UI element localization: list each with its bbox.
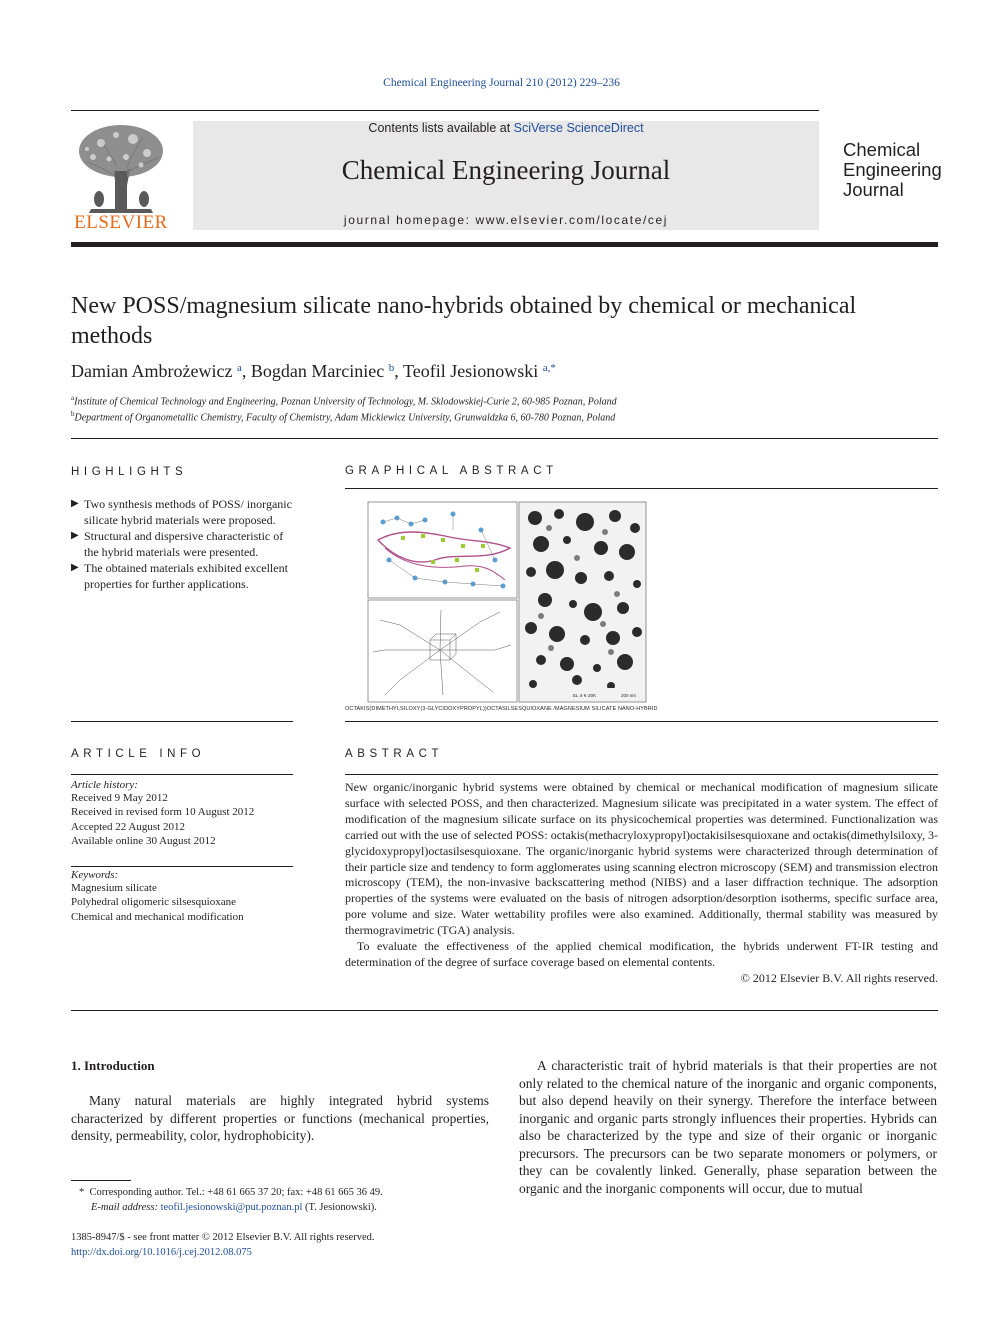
article-history: [71, 779, 293, 848]
author-affiliation-mark[interactable]: a,*: [542, 362, 556, 374]
header-rule: [71, 110, 819, 111]
graphical-abstract-heading: GRAPHICAL ABSTRACT: [345, 465, 558, 477]
email-label: E-mail address:: [91, 1201, 158, 1213]
highlights-bottom-rule: [71, 721, 293, 722]
triangle-bullet-icon: ▶: [71, 562, 79, 573]
contents-availability: [193, 121, 819, 135]
article-title: New POSS/magnesium silicate nano-hybrids obtained by chemical or mechanical methods: [71, 293, 857, 349]
corresponding-author-text: Corresponding author. Tel.: +48 61 665 37 20; fax: +48 61 665 36 49.: [89, 1187, 383, 1198]
keyword: Chemical and mechanical modification: [71, 910, 244, 923]
affiliation-mark: b: [71, 410, 75, 418]
tem-scale-right-label: 200 nm: [621, 693, 637, 698]
affiliation-mark: a: [71, 394, 75, 402]
highlight-item: [71, 560, 296, 592]
highlight-item: [71, 496, 296, 528]
journal-name: Chemical Engineering Journal: [341, 155, 671, 185]
journal-cover-logo: [843, 140, 943, 200]
header-thick-rule: [71, 242, 938, 247]
article-info-heading: ARTICLE INFO: [71, 748, 206, 760]
email-link[interactable]: teofil.jesionowski@put.poznan.pl: [160, 1201, 303, 1213]
footnote-rule: [71, 1180, 131, 1181]
affiliation-text: Institute of Chemical Technology and Engineering, Poznan University of Technology, M. Sklodowskiej-Curie 2, 60-985 Poznan, Poland: [74, 396, 617, 408]
author-name: Damian Ambrożewicz: [71, 361, 233, 381]
introduction-heading: 1. Introduction: [71, 1058, 155, 1073]
highlight-text: Structural and dispersive characteristic of the hybrid materials were presented.: [84, 529, 284, 559]
section-divider: [71, 438, 938, 439]
article-info-rule: [71, 774, 293, 775]
journal-citation[interactable]: Chemical Engineering Journal 210 (2012) 229–236: [383, 77, 620, 89]
sciencedirect-link[interactable]: SciVerse ScienceDirect: [513, 121, 644, 135]
keywords-rule: [71, 866, 293, 867]
introduction-right-text: A characteristic trait of hybrid materials is that their properties are not only related to the chemical nature of the inorganic and organic components, but also depend heavily on their synergy. Therefore the interface between inorganic and organic parts strongly influences their properties. Hybrids can also be characterized by the type and size of their organic or inorganic precursors. The precursors can be two separate monomers or polymers, or they can be covalently linked. Generally, phase separation between the organic and the inorganic components will occur, due to mutual: [519, 1058, 937, 1196]
abstract-paragraph: To evaluate the effectiveness of the applied chemical modification, the hybrids underwent FT-IR testing and determination of the degree of surface coverage based on elemental contents.: [345, 939, 938, 969]
highlight-text: The obtained materials exhibited excellent properties for further applications.: [84, 561, 288, 591]
journal-logo-line: Engineering: [843, 159, 942, 180]
author-list: Damian Ambrożewicz $^a$, Bogdan Marciniec $^b$, Teofil Jesionowski $^{a,*}$: [71, 361, 556, 381]
author-name: Bogdan Marciniec: [250, 361, 385, 381]
highlights-list: [71, 496, 296, 592]
triangle-bullet-icon: ▶: [71, 498, 79, 509]
graphical-abstract-caption: OCTAKIS(DIMETHYLSILOXY(3-GLYCIDOXYPROPYL))OCTASILSESQUIOXANE /MAGNESIUM SILICATE NANO-HYBRID: [345, 706, 658, 712]
introduction-left-text: Many natural materials are highly integrated hybrid systems characterized by different properties or functions (mechanical properties, density, permeability, color, hydrophobicity).: [71, 1093, 489, 1143]
abstract-body: [345, 780, 938, 987]
history-entry: Available online 30 August 2012: [71, 834, 216, 847]
author-affiliation-mark[interactable]: a: [236, 362, 242, 374]
graphical-abstract-figure[interactable]: [345, 500, 647, 704]
abstract-heading: ABSTRACT: [345, 748, 444, 760]
keyword: Magnesium silicate: [71, 882, 157, 894]
highlights-heading: HIGHLIGHTS: [71, 466, 188, 478]
graphical-abstract-bottom-rule: [345, 721, 938, 722]
history-entry: Received in revised form 10 August 2012: [71, 806, 255, 819]
abstract-paragraph: New organic/inorganic hybrid systems were obtained by chemical or mechanical modification of magnesium silicate surface with selected POSS, and then characterized. Magnesium silicate was precipitated in a water system. The effect of modification of the magnesium silicate surface on its physicochemical properties was determined. Functionalization was carried out with the use of selected POSS: octakis(methacryloxypropyl)octakisilsesquioxane and octakis(dimethylsiloxy, 3-glycidoxypropyl)octasilsesquioxane. The organic/inorganic hybrid systems were characterized through determination of their particle size and tendency to form agglomerates using scanning electron microscopy (SEM) and transmission electron microscopy (TEM), the non-invasive backscattering method (NIBS) and a laser diffraction technique. The adsorption properties of the systems were evaluated on the basis of nitrogen adsorption/desorption isotherms, specific surface area, pore volume and size. Water wettability profiles were also examined. Additionally, thermal stability was measured by thermogravimetric (TGA) analysis.: [345, 780, 938, 938]
molecule-schematic-panel: [368, 502, 517, 598]
journal-homepage[interactable]: journal homepage: www.elsevier.com/locate/cej: [343, 213, 669, 227]
keyword: Polyhedral oligomeric silsesquioxane: [71, 896, 236, 909]
email-suffix: (T. Jesionowski).: [305, 1201, 377, 1213]
journal-logo-line: Journal: [843, 179, 904, 200]
front-matter: [71, 1231, 501, 1260]
tem-micrograph-panel: [519, 502, 646, 702]
doi-link[interactable]: http://dx.doi.org/10.1016/j.cej.2012.08.075: [71, 1246, 252, 1258]
highlight-item: [71, 528, 296, 560]
copyright-notice: © 2012 Elsevier B.V. All rights reserved.: [740, 970, 938, 985]
keywords-block: [71, 869, 293, 924]
graphical-abstract-top-rule: [345, 488, 938, 489]
affiliation: [71, 394, 931, 407]
highlight-text: Two synthesis methods of POSS/ inorganic silicate hybrid materials were proposed.: [84, 497, 292, 527]
footnote-marker: *: [79, 1187, 85, 1198]
contents-prefix: Contents lists available at: [368, 121, 514, 135]
issn-line: 1385-8947/$ - see front matter © 2012 Elsevier B.V. All rights reserved.: [71, 1232, 375, 1243]
author-affiliation-mark[interactable]: b: [388, 362, 395, 374]
author-name: Teofil Jesionowski: [402, 361, 539, 381]
elsevier-wordmark: ELSEVIER: [74, 212, 168, 233]
article-history-label: Article history:: [71, 779, 138, 791]
abstract-bottom-rule: [71, 1010, 938, 1011]
history-entry: Accepted 22 August 2012: [71, 820, 185, 833]
journal-logo-line: Chemical: [843, 139, 921, 160]
history-entry: Received 9 May 2012: [71, 792, 168, 804]
corresponding-author-footnote: [71, 1186, 501, 1215]
keywords-label: Keywords:: [71, 869, 119, 881]
affiliation: [71, 410, 931, 423]
affiliation-text: Department of Organometallic Chemistry, Faculty of Chemistry, Adam Mickiewicz University, Grunwaldzka 6, 60-780 Poznan, Poland: [74, 412, 616, 424]
tem-scale-left-label: EL 4·K·20K: [573, 693, 597, 698]
triangle-bullet-icon: ▶: [71, 530, 79, 541]
abstract-rule: [345, 774, 938, 775]
